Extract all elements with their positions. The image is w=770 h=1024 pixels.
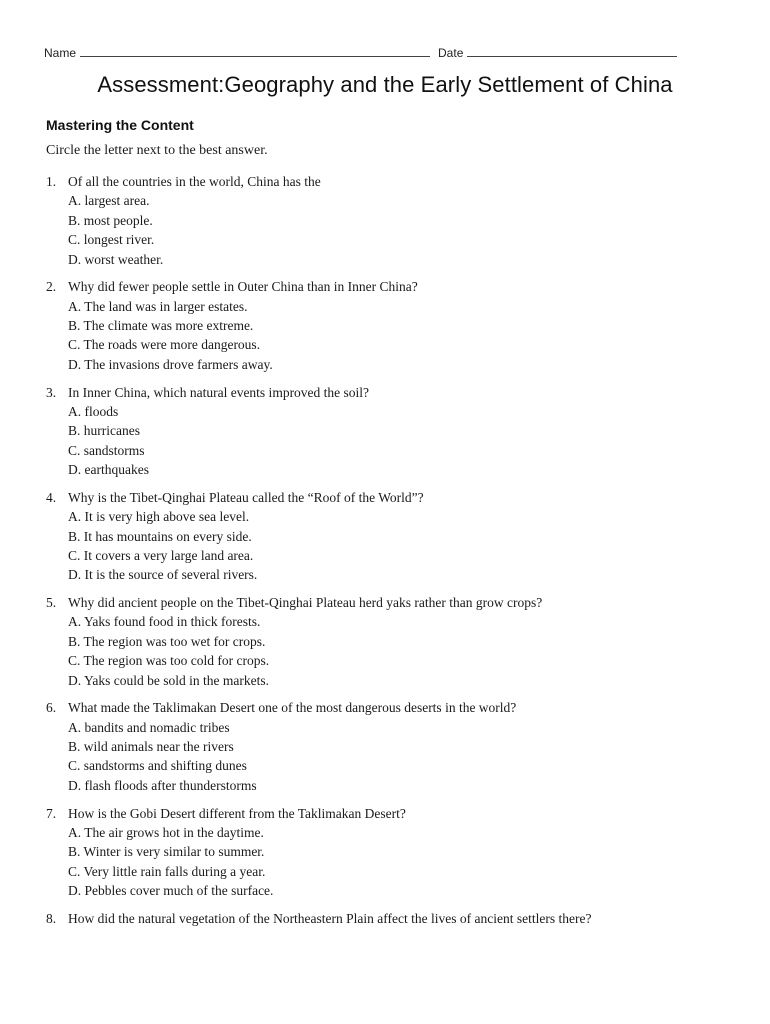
answer-option[interactable]: C. sandstorms and shifting dunes <box>68 758 247 774</box>
answer-option[interactable]: A. largest area. <box>68 193 150 209</box>
question-item <box>46 593 736 690</box>
answer-option[interactable]: D. earthquakes <box>68 462 149 478</box>
question-text: What made the Taklimakan Desert one of the most dangerous deserts in the world? <box>68 700 517 716</box>
answer-option[interactable]: C. sandstorms <box>68 442 145 458</box>
answer-option[interactable]: B. wild animals near the rivers <box>68 739 234 755</box>
answer-option[interactable]: D. Pebbles cover much of the surface. <box>68 883 274 899</box>
question-item <box>46 909 736 928</box>
answer-option[interactable]: A. Yaks found food in thick forests. <box>68 614 261 630</box>
answer-options <box>46 612 736 690</box>
answer-option[interactable]: A. bandits and nomadic tribes <box>68 719 230 735</box>
question-stem <box>46 383 736 402</box>
answer-options <box>46 823 736 901</box>
answer-option[interactable]: B. It has mountains on every side. <box>68 528 252 544</box>
question-item <box>46 172 736 269</box>
section-heading: Mastering the Content <box>46 117 194 133</box>
answer-option[interactable]: D. flash floods after thunderstorms <box>68 777 257 793</box>
question-text: Of all the countries in the world, China has the <box>68 174 321 189</box>
answer-option[interactable]: B. hurricanes <box>68 423 140 439</box>
question-stem <box>46 909 736 928</box>
question-number: 4. <box>46 489 57 505</box>
answer-option[interactable]: A. floods <box>68 403 119 419</box>
question-text: In Inner China, which natural events improved the soil? <box>68 384 370 400</box>
answer-option[interactable]: B. The climate was more extreme. <box>68 318 254 334</box>
question-item <box>46 698 736 795</box>
question-stem <box>46 277 736 296</box>
question-text: How did the natural vegetation of the Northeastern Plain affect the lives of ancient settlers there? <box>68 910 592 926</box>
date-blank-line <box>467 44 677 57</box>
question-stem <box>46 488 736 507</box>
question-stem <box>46 698 736 717</box>
date-label: Date <box>438 46 464 60</box>
answer-option[interactable]: A. The land was in larger estates. <box>68 298 248 314</box>
question-item <box>46 383 736 480</box>
question-number: 5. <box>46 595 57 610</box>
question-number: 3. <box>46 384 57 400</box>
answer-option[interactable]: B. most people. <box>68 212 153 228</box>
name-label: Name <box>44 46 77 60</box>
question-text: Why did ancient people on the Tibet-Qinghai Plateau herd yaks rather than grow crops? <box>68 595 543 610</box>
question-text: Why is the Tibet-Qinghai Plateau called the “Roof of the World”? <box>68 489 424 505</box>
answer-options <box>46 402 736 480</box>
answer-options <box>46 718 736 796</box>
question-text: How is the Gobi Desert different from the Taklimakan Desert? <box>68 805 406 821</box>
page-title: Assessment:Geography and the Early Settlement of China <box>97 72 673 97</box>
answer-options <box>46 507 736 585</box>
question-item <box>46 804 736 901</box>
question-stem <box>46 172 736 191</box>
question-stem <box>46 804 736 823</box>
answer-option[interactable]: D. Yaks could be sold in the markets. <box>68 672 269 688</box>
question-item <box>46 277 736 374</box>
question-list <box>46 172 736 936</box>
answer-option[interactable]: C. The region was too cold for crops. <box>68 653 270 669</box>
answer-options <box>46 191 736 269</box>
answer-option[interactable]: A. It is very high above sea level. <box>68 509 250 525</box>
instructions-text: Circle the letter next to the best answer. <box>46 143 268 158</box>
question-number: 6. <box>46 700 57 716</box>
question-number: 8. <box>46 910 57 926</box>
name-date-row <box>44 44 734 60</box>
answer-option[interactable]: C. The roads were more dangerous. <box>68 337 261 353</box>
question-stem <box>46 593 736 612</box>
answer-option[interactable]: B. Winter is very similar to summer. <box>68 844 265 860</box>
answer-option[interactable]: C. longest river. <box>68 232 155 248</box>
answer-option[interactable]: D. worst weather. <box>68 251 164 267</box>
answer-option[interactable]: D. The invasions drove farmers away. <box>68 356 273 372</box>
name-blank-line <box>80 44 430 57</box>
answer-options <box>46 297 736 375</box>
question-number: 7. <box>46 805 57 821</box>
answer-option[interactable]: C. Very little rain falls during a year. <box>68 863 266 879</box>
answer-option[interactable]: D. It is the source of several rivers. <box>68 567 258 583</box>
answer-option[interactable]: C. It covers a very large land area. <box>68 547 254 563</box>
answer-option[interactable]: A. The air grows hot in the daytime. <box>68 824 264 840</box>
question-text: Why did fewer people settle in Outer China than in Inner China? <box>68 279 418 295</box>
question-number: 1. <box>46 174 57 189</box>
answer-option[interactable]: B. The region was too wet for crops. <box>68 633 266 649</box>
question-item <box>46 488 736 585</box>
question-number: 2. <box>46 279 57 295</box>
